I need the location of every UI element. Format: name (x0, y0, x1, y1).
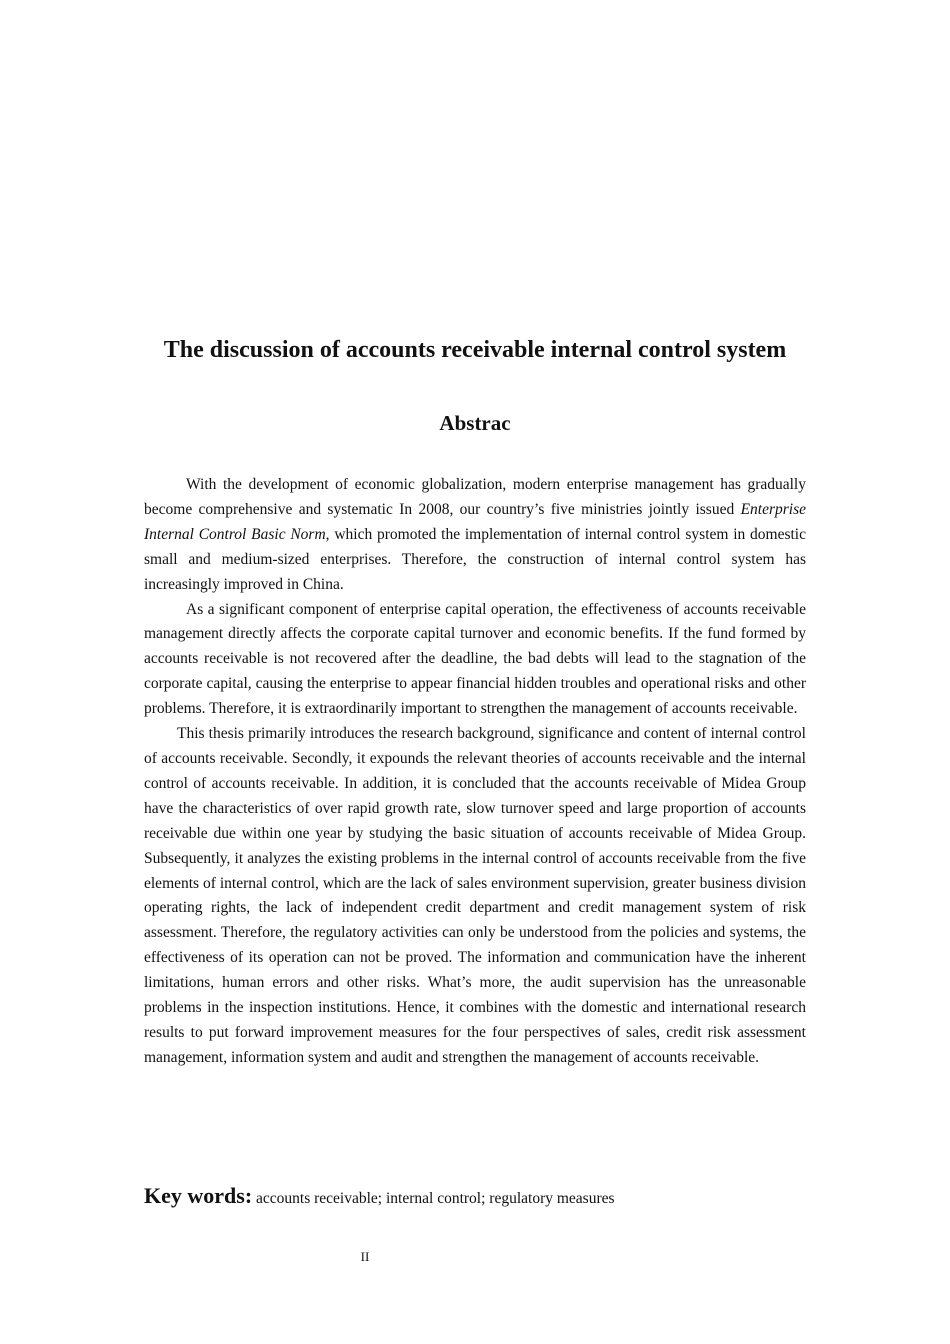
paragraph-1-text-end: , which promoted the implementation of internal control system in domestic small and medium-sized enterprises. Therefore, the construction of internal control system has increasingly improved in China. (144, 525, 806, 593)
norm-title-italic: Enterprise Internal Control Basic Norm (144, 500, 806, 543)
paragraph-1-text-start: With the development of economic globalization, modern enterprise management has gradually become comprehensive and systematic In 2008, our country’s five ministries jointly issued (144, 476, 806, 518)
abstract-paragraph-1 (144, 473, 806, 598)
abstract-heading: Abstrac (439, 411, 511, 435)
abstract-paragraph-2: As a significant component of enterprise capital operation, the effectiveness of accounts receivable management directly affects the corporate capital turnover and economic benefits. If the fund formed by accounts receivable is not recovered after the deadline, the bad debts will lead to the stagnation of the corporate capital, causing the enterprise to appear financial hidden troubles and operational risks and other problems. Therefore, it is extraordinarily important to strengthen the management of accounts receivable. (144, 600, 806, 718)
keywords-label: Key words: (144, 1183, 253, 1208)
page-number: II (360, 1249, 370, 1264)
document-title: The discussion of accounts receivable internal control system (163, 337, 787, 363)
keywords-value: accounts receivable; internal control; regulatory measures (252, 1190, 615, 1207)
abstract-paragraph-3: This thesis primarily introduces the research background, significance and content of internal control of accounts receivable. Secondly, it expounds the relevant theories of accounts receivable and the internal control of accounts receivable. In addition, it is concluded that the accounts receivable of Midea Group have the characteristics of over rapid growth rate, slow turnover speed and large proportion of accounts receivable due within one year by studying the basic situation of accounts receivable of Midea Group. Subsequently, it analyzes the existing problems in the internal control of accounts receivable from the five elements of internal control, which are the lack of sales environment supervision, greater business division operating rights, the lack of independent credit department and credit management system of risk assessment. Therefore, the regulatory activities can only be understood from the policies and systems, the effectiveness of its operation can not be proved. The information and communication have the inherent limitations, human errors and other risks. What’s more, the audit supervision has the unreasonable problems in the inspection institutions. Hence, it combines with the domestic and international research results to put forward improvement measures for the four perspectives of sales, credit risk assessment management, information system and audit and strengthen the management of accounts receivable. (144, 725, 806, 1066)
abstract-body (144, 473, 806, 1071)
keywords-line (144, 1181, 806, 1214)
